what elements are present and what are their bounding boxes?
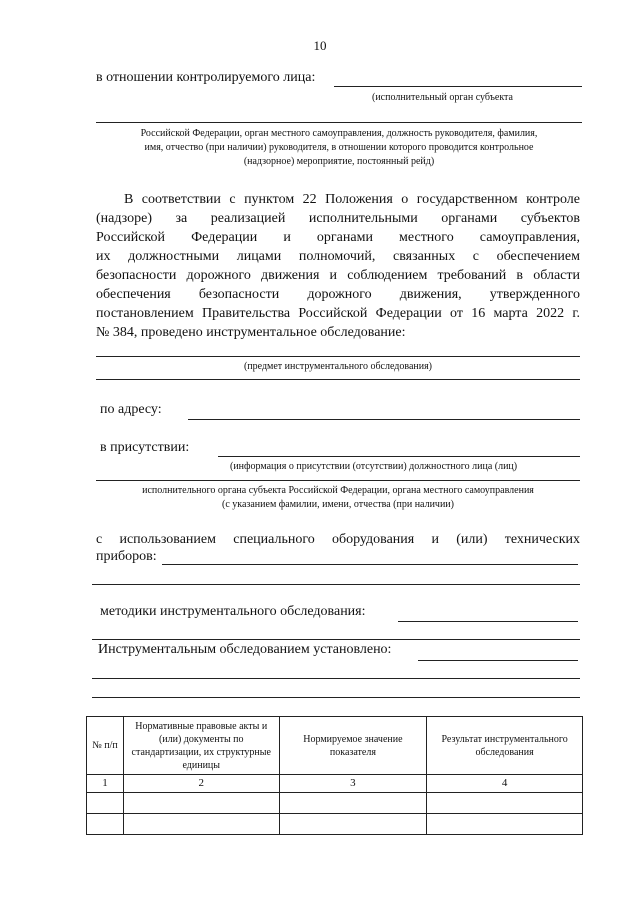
table-header: Нормируемое значение показателя	[279, 717, 427, 775]
table-column-number: 1	[87, 775, 124, 793]
controlled-person-caption-3: (надзорное) мероприятие, постоянный рейд)	[243, 156, 435, 167]
table-column-number: 3	[279, 775, 427, 793]
table-column-number: 4	[427, 775, 583, 793]
paragraph-line: безопасности дорожного движения и соблюдением требований в области	[96, 268, 580, 283]
equipment-line-1: с использованием специального оборудования и (или) технических	[96, 532, 580, 547]
subject-field[interactable]	[96, 356, 580, 357]
methods-label: методики инструментального обследования:	[100, 604, 366, 619]
established-label: Инструментальным обследованием установлено:	[98, 642, 392, 657]
paragraph-line: (надзоре) за реализацией исполнительными органами субъектов	[96, 211, 580, 226]
address-field[interactable]	[188, 419, 580, 420]
equipment-field[interactable]	[162, 564, 578, 565]
paragraph-line: обеспечения безопасности дорожного движения, утвержденного	[96, 287, 580, 302]
paragraph-line: их должностными лицами полномочий, связанных с обеспечением	[96, 249, 580, 264]
subject-caption: (предмет инструментального обследования)	[243, 361, 433, 372]
table-cell[interactable]	[87, 793, 124, 814]
presence-caption-2: исполнительного органа субъекта Российской Федерации, органа местного самоуправления	[142, 485, 534, 496]
presence-label: в присутствии:	[100, 440, 190, 455]
results-table	[86, 716, 583, 835]
methods-field[interactable]	[398, 621, 578, 622]
controlled-person-caption-1: Российской Федерации, орган местного самоуправления, должность руководителя, фамилия,	[140, 128, 538, 139]
table-cell[interactable]	[279, 793, 427, 814]
paragraph-line: постановлением Правительства Российской Федерации от 16 марта 2022 г.	[96, 306, 580, 321]
presence-caption-1: (информация о присутствии (отсутствии) должностного лица (лиц)	[230, 461, 518, 472]
table-cell[interactable]	[123, 814, 279, 835]
controlled-person-caption-2: имя, отчество (при наличии) руководителя, в отношении которого проводится контрольное	[144, 142, 534, 153]
page-number: 10	[313, 38, 327, 53]
table-header: Результат инструментального обследования	[427, 717, 583, 775]
controlled-person-field[interactable]	[334, 86, 582, 87]
paragraph-line: № 384, проведено инструментальное обследование:	[96, 325, 406, 340]
table-cell[interactable]	[123, 793, 279, 814]
equipment-line-2: приборов:	[96, 549, 157, 564]
presence-field-2[interactable]	[96, 480, 580, 481]
controlled-person-caption: (исполнительный орган субъекта	[372, 92, 513, 103]
controlled-person-field-2[interactable]	[96, 122, 582, 123]
table-row	[87, 814, 583, 835]
table-column-number: 2	[123, 775, 279, 793]
table-header: № п/п	[87, 717, 124, 775]
presence-caption-3: (с указанием фамилии, имени, отчества (при наличии)	[222, 499, 454, 510]
established-field-3[interactable]	[92, 697, 580, 698]
established-field[interactable]	[418, 660, 578, 661]
table-cell[interactable]	[87, 814, 124, 835]
methods-field-2[interactable]	[92, 639, 580, 640]
presence-field[interactable]	[218, 456, 580, 457]
table-cell[interactable]	[427, 814, 583, 835]
table-cell[interactable]	[427, 793, 583, 814]
paragraph-line: Российской Федерации и органами местного самоуправления,	[96, 230, 580, 245]
table-column-numbers-row	[87, 775, 583, 793]
paragraph-line: В соответствии с пунктом 22 Положения о государственном контроле	[124, 192, 580, 207]
equipment-field-2[interactable]	[92, 584, 580, 585]
table-header-row	[87, 717, 583, 775]
address-label: по адресу:	[100, 402, 162, 417]
established-field-2[interactable]	[92, 678, 580, 679]
table-row	[87, 793, 583, 814]
table-cell[interactable]	[279, 814, 427, 835]
subject-field-2[interactable]	[96, 379, 580, 380]
table-header: Нормативные правовые акты и (или) документы по стандартизации, их структурные единицы	[123, 717, 279, 775]
controlled-person-label: в отношении контролируемого лица:	[96, 70, 316, 85]
